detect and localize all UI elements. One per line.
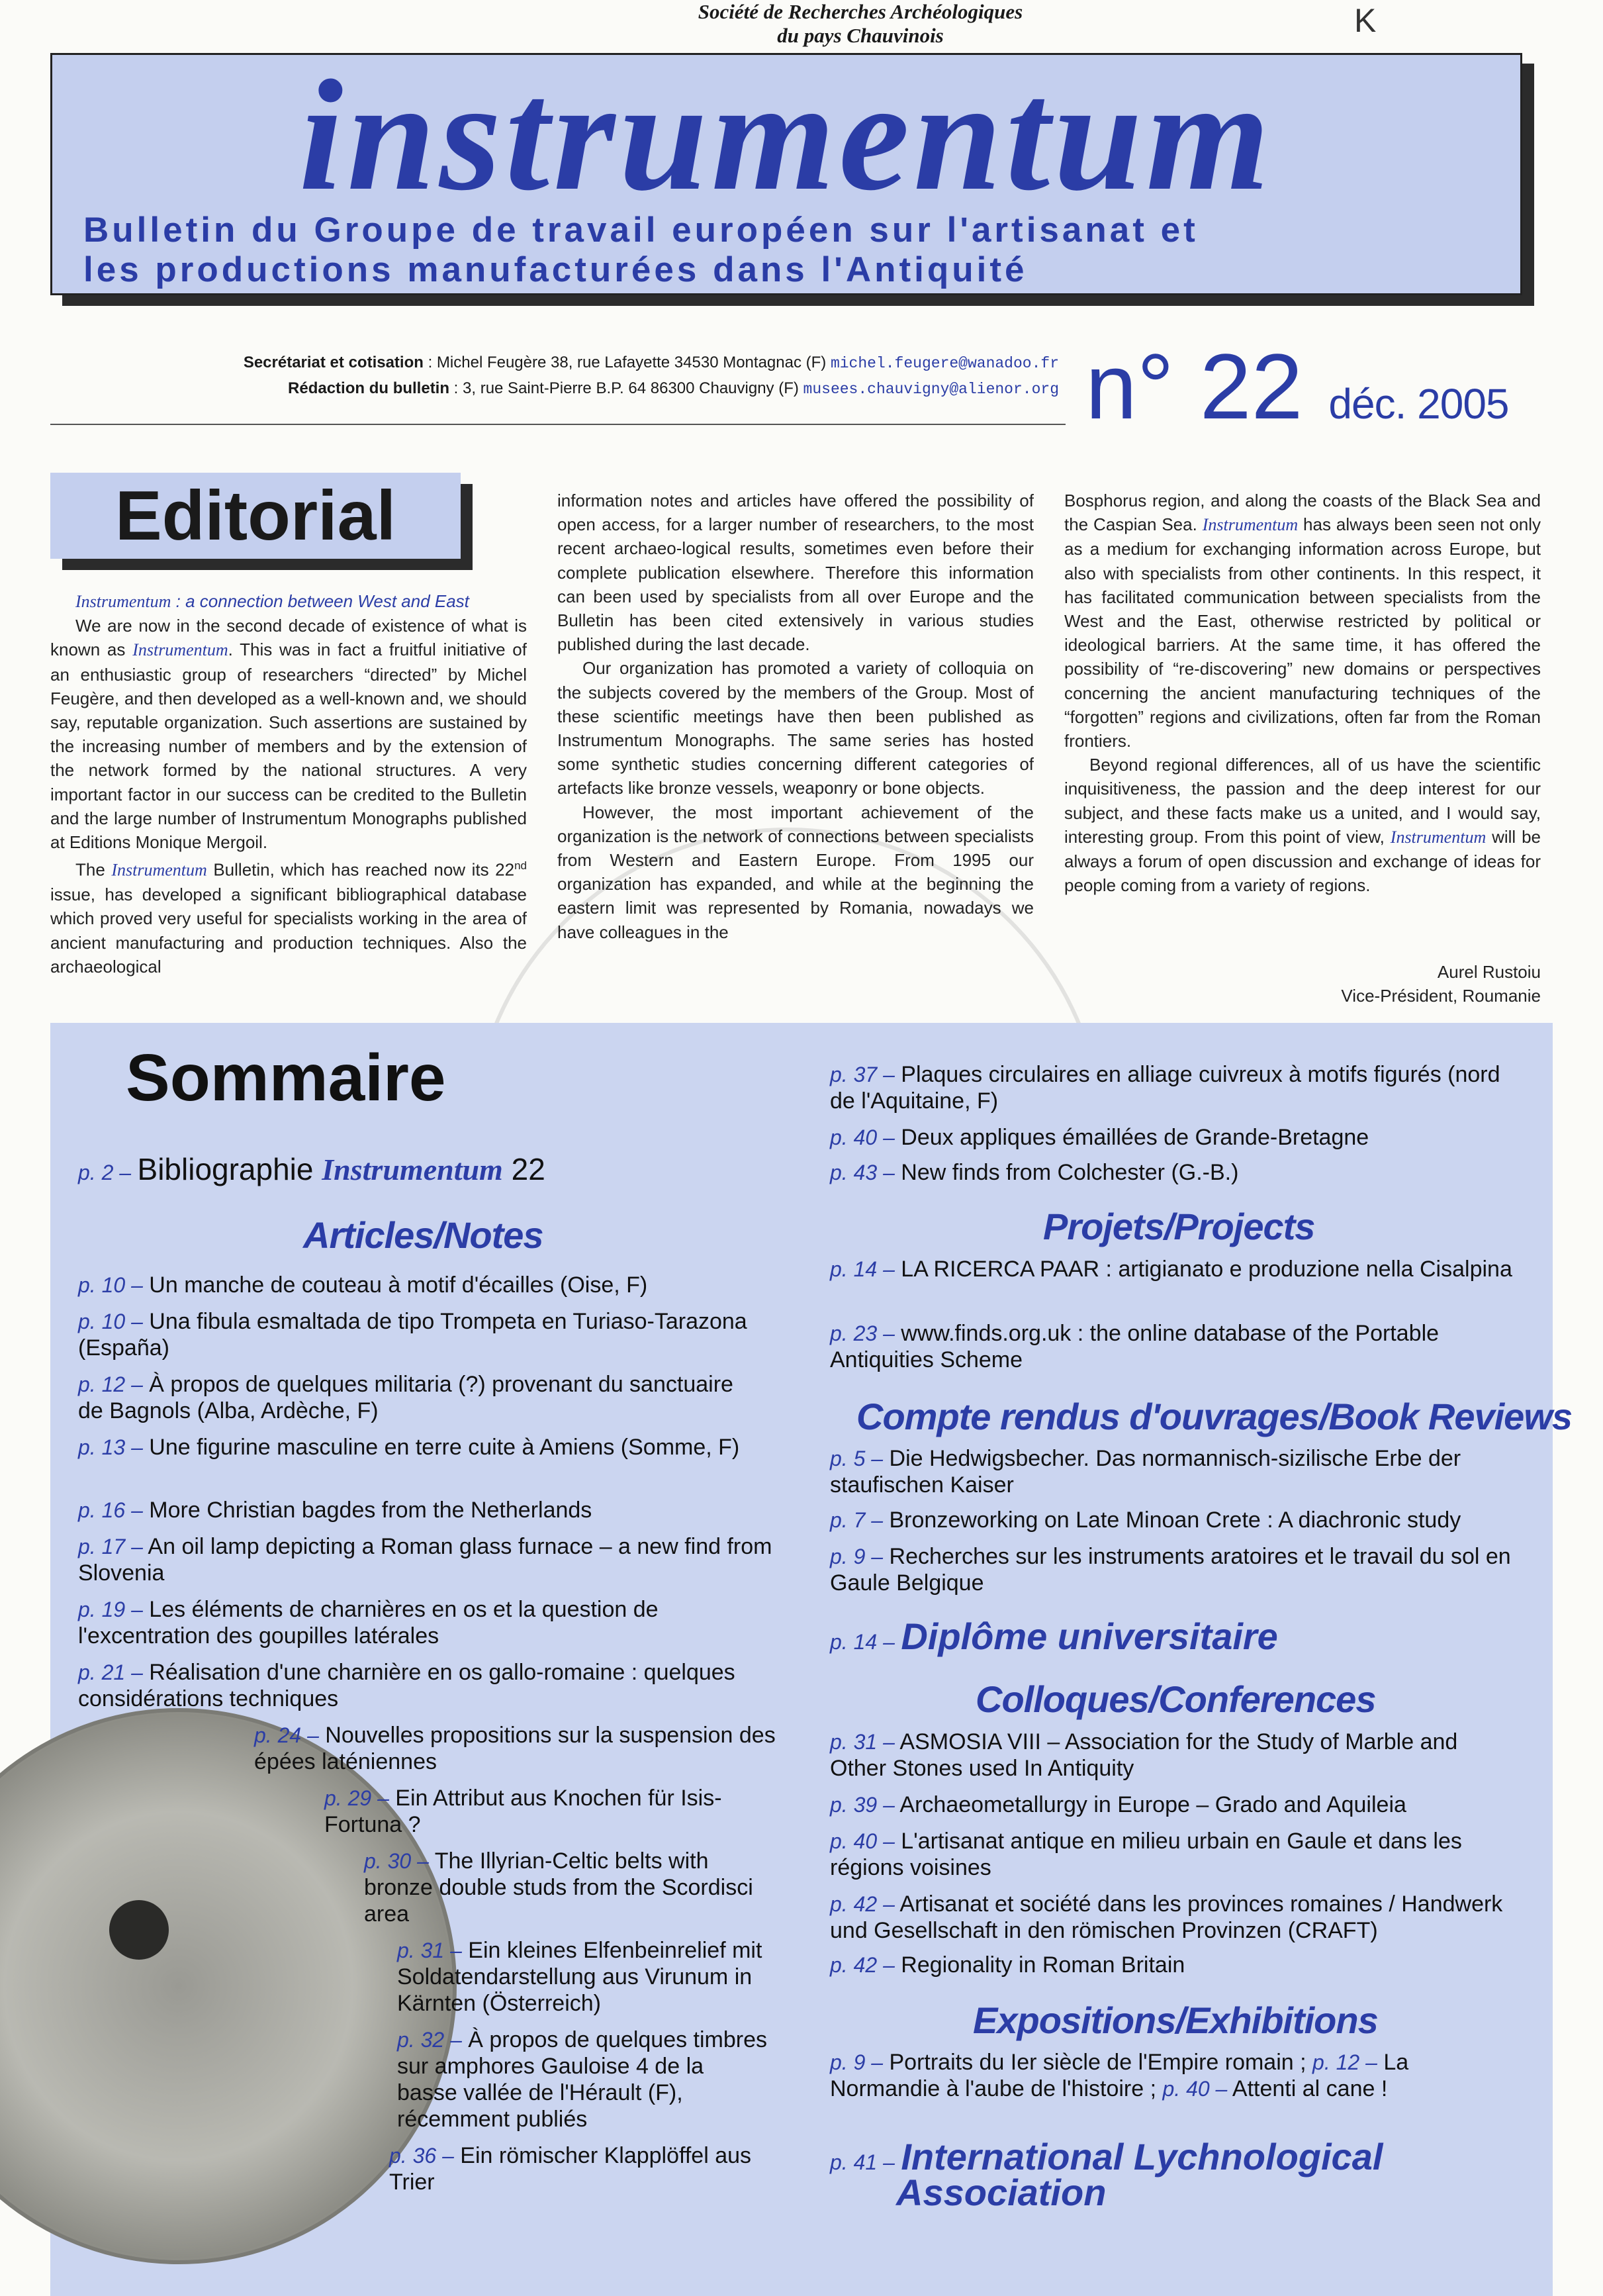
toc-entry[interactable] [78, 1533, 780, 1586]
brand-name: Instrumentum [1390, 827, 1487, 847]
toc-page-ref: p. 21 – [78, 1660, 143, 1684]
redaction-line [66, 376, 1059, 402]
editorial-paragraph [1064, 489, 1541, 753]
toc-entry[interactable] [364, 1848, 774, 1927]
editorial-column-2 [557, 489, 1034, 944]
editorial-title: Editorial [114, 477, 396, 555]
editorial-paragraph: Our organization has promoted a variety of colloquia on the subjects covered by the members of the Group. Most of these scientific meetings have then been published as Instrumentum Monographs. The same series has hosted some synthetic studies concerning different categories of artefacts like bronze vessels, weaponry or bone objects. [557, 658, 1034, 798]
society-line-2: du pays Chauvinois [777, 24, 944, 47]
toc-page-ref: p. 29 – [324, 1786, 389, 1810]
toc-entry-title: Deux appliques émaillées de Grande-Bretagne [894, 1125, 1369, 1150]
toc-entry[interactable] [830, 1320, 1518, 1373]
toc-entry-title: Recherches sur les instruments aratoires et le travail du sol en Gaule Belgique [830, 1544, 1511, 1596]
editorial-lead [50, 589, 527, 614]
editorial-column-1 [50, 589, 527, 979]
text: . This was in fact a fruitful initiative of an enthusiastic group of researchers “directed” by Michel Feugère, and then developed as a well-known and, we should say, reputable organization. Such assertions are sustained by the increasing number of members and by the extension of the network formed by the national structures. A very important factor in our success can be credited to the Bulletin and the large number of Instrumentum Monographs published at Editions Monique Mergoil. [50, 640, 527, 853]
text: We are now in the second decade of existence of what is known as [50, 616, 527, 660]
toc-page-ref: p. 39 – [830, 1793, 895, 1817]
issue-badge [1085, 334, 1509, 450]
toc-entry-title: New finds from Colchester (G.-B.) [894, 1160, 1239, 1185]
toc-entry[interactable] [830, 1445, 1518, 1498]
toc-page-ref: p. 14 – [830, 1630, 895, 1654]
toc-entry-bibliographie[interactable] [78, 1152, 545, 1186]
toc-entry[interactable] [830, 1952, 1518, 1978]
subtitle-line-1: Bulletin du Groupe de travail européen sur l'artisanat et [83, 211, 1199, 250]
toc-page-ref: p. 31 – [397, 1938, 462, 1962]
brand-name: Instrumentum [1202, 515, 1299, 535]
toc-page-ref: p. 10 – [78, 1273, 143, 1297]
toc-page-ref: p. 40 – [1162, 2077, 1228, 2101]
toc-entry-title: Un manche de couteau à motif d'écailles (Oise, F) [142, 1272, 648, 1298]
toc-entry-title: Ein römischer Klapplöffel aus Trier [389, 2143, 752, 2195]
secretariat-label: Secrétariat et cotisation [243, 354, 424, 371]
issue-date: déc. 2005 [1328, 380, 1509, 428]
toc-entry[interactable] [397, 2027, 768, 2132]
toc-page-ref: p. 43 – [830, 1161, 895, 1184]
toc-entry-title: Regionality in Roman Britain [894, 1952, 1185, 1978]
toc-page-ref: p. 24 – [254, 1723, 319, 1747]
text: Bosphorus region, and along the coasts of the Black Sea and the Caspian Sea. [1064, 491, 1541, 535]
toc-entry-exhibitions[interactable] [830, 2049, 1518, 2102]
toc-entry-title: À propos de quelques militaria (?) provenant du sanctuaire de Bagnols (Alba, Ardèche, F) [78, 1372, 733, 1423]
society-name [596, 0, 1125, 48]
masthead-subtitle [83, 211, 1520, 290]
toc-entry[interactable] [389, 2142, 760, 2195]
toc-entry-title: Ein kleines Elfenbeinrelief mit Soldatendarstellung aus Virunum in Kärnten (Österreich) [397, 1938, 762, 2016]
brand-name: Instrumentum [75, 592, 171, 611]
toc-entry-title: Die Hedwigsbecher. Das normannisch-sizilische Erbe der staufischen Kaiser [830, 1446, 1461, 1498]
toc-entry[interactable] [78, 1308, 766, 1361]
toc-page-ref: p. 23 – [830, 1321, 895, 1345]
toc-entry-lychnological[interactable] [830, 2137, 1383, 2177]
secretariat-line [66, 350, 1059, 376]
toc-page-ref: p. 13 – [78, 1435, 143, 1459]
toc-page-ref: p. 12 – [78, 1372, 143, 1396]
text: has always been seen not only as a medium for exchanging information across Europe, but also with specialists from other continents. In this respect, it has facilitated communication between specialists from the West and the East, otherwise restricted by political or ideological barriers. At the same time, it has offered the possibility of “re-discovering” new domains or perspectives concerning the ancient manufacturing techniques of the “forgotten” regions and civilizations, often far from the Roman frontiers. [1064, 514, 1541, 751]
redaction-label: Rédaction du bulletin [288, 379, 450, 397]
toc-entry-number: 22 [502, 1152, 545, 1186]
section-heading-exhibitions: Expositions/Exhibitions [973, 1999, 1378, 2041]
toc-entry-title: Attenti al cane ! [1227, 2076, 1388, 2101]
toc-entry-title: ASMOSIA VIII – Association for the Study of Marble and Other Stones used In Antiquity [830, 1729, 1458, 1781]
sommaire-title: Sommaire [126, 1041, 446, 1115]
signature-name: Aurel Rustoiu [1437, 962, 1541, 982]
toc-entry[interactable] [397, 1937, 768, 2017]
toc-entry[interactable] [830, 1124, 1518, 1151]
toc-entry-title: Bronzeworking on Late Minoan Crete : A diachronic study [883, 1507, 1461, 1533]
redaction-email[interactable]: musees.chauvigny@alienor.org [803, 381, 1059, 398]
toc-entry-diplome[interactable] [830, 1617, 1278, 1656]
text: issue, has developed a significant bibliographical database which proved very useful for specialists working in the area of ancient manufacturing and production techniques. Also the archaeological [50, 885, 527, 977]
editorial-paragraph: information notes and articles have offered the possibility of open access, for a larger number of researchers, to the most recent archaeo-logical results, sometimes even before their complete publication elsewhere. Therefore this information can been used by specialists from all over Europe and the Bulletin has been cited extensively in various studies published during the last decade. [557, 491, 1034, 655]
editorial-paragraph: However, the most important achievement of the organization is the network of connections between specialists from Western and Eastern Europe. From 1995 our organization has expanded, and while at the beginning the eastern limit was represented by Romania, nowadays we have colleagues in the [557, 802, 1034, 942]
toc-entry-title: Nouvelles propositions sur la suspension des épées laténiennes [254, 1723, 776, 1774]
brand-name: Instrumentum [322, 1153, 503, 1186]
text: The [75, 859, 112, 880]
toc-page-ref: p. 9 – [830, 1545, 884, 1568]
secretariat-email[interactable]: michel.feugere@wanadoo.fr [830, 355, 1059, 372]
toc-page-ref: p. 36 – [389, 2144, 454, 2168]
toc-page-ref: p. 14 – [830, 1257, 895, 1281]
toc-page-ref: p. 19 – [78, 1598, 143, 1621]
toc-page-ref: p. 40 – [830, 1829, 895, 1853]
toc-entry-title: Diplôme universitaire [901, 1615, 1278, 1657]
toc-entry[interactable] [830, 1828, 1518, 1881]
toc-page-ref: p. 2 – [78, 1161, 132, 1184]
toc-entry[interactable] [78, 1497, 780, 1523]
toc-entry-title: Archaeometallurgy in Europe – Grado and Aquileia [894, 1792, 1406, 1817]
brand-name: Instrumentum [111, 860, 207, 880]
editorial-lead-text: : a connection between West and East [171, 591, 469, 611]
toc-entry-title: www.finds.org.uk : the online database of the Portable Antiquities Scheme [830, 1321, 1440, 1372]
toc-entry-title: The Illyrian-Celtic belts with bronze double studs from the Scordisci area [364, 1848, 753, 1927]
editorial-signature [1064, 960, 1541, 1008]
toc-entry-title: Plaques circulaires en alliage cuivreux à motifs figurés (nord de l'Aquitaine, F) [830, 1062, 1500, 1114]
toc-page-ref: p. 9 – [830, 2050, 884, 2074]
issue-number: n° 22 [1085, 334, 1303, 438]
toc-entry[interactable] [78, 1659, 740, 1712]
secretariat-address: : Michel Feugère 38, rue Lafayette 34530 Montagnac (F) [423, 354, 831, 371]
redaction-address: : 3, rue Saint-Pierre B.P. 64 86300 Chauvigny (F) [449, 379, 803, 397]
toc-entry-title: International Lychnological [901, 2136, 1383, 2177]
toc-page-ref: p. 37 – [830, 1063, 895, 1086]
masthead-title: instrumentum [298, 47, 1274, 223]
editorial-paragraph [50, 854, 527, 979]
toc-entry[interactable] [254, 1722, 797, 1775]
section-heading-colloques: Colloques/Conferences [976, 1678, 1376, 1720]
toc-entry[interactable] [78, 1272, 780, 1298]
toc-entry-title: Artisanat et société dans les provinces romaines / Handwerk und Gesellschaft in den römischen Provinzen (CRAFT) [830, 1891, 1503, 1943]
toc-entry-lychnological-line2: Association [896, 2172, 1107, 2213]
corner-handwritten-mark: K [1354, 2, 1377, 39]
toc-entry[interactable] [830, 1729, 1518, 1782]
toc-page-ref: p. 10 – [78, 1310, 143, 1333]
toc-entry-title: An oil lamp depicting a Roman glass furnace – a new find from Slovenia [78, 1534, 772, 1586]
toc-entry[interactable] [830, 1159, 1518, 1186]
society-line-1: Société de Recherches Archéologiques [698, 0, 1023, 23]
toc-entry-title: More Christian bagdes from the Netherlands [142, 1498, 592, 1523]
toc-entry-title: LA RICERCA PAAR : artigianato e produzione nella Cisalpina [894, 1257, 1512, 1282]
toc-entry-title: À propos de quelques timbres sur amphores Gauloise 4 de la basse vallée de l'Hérault (F), récemment publiés [397, 2027, 768, 2132]
editorial-paragraph [50, 614, 527, 854]
toc-entry[interactable] [830, 1891, 1518, 1944]
header-divider [50, 424, 1066, 425]
toc-page-ref: p. 16 – [78, 1498, 143, 1522]
toc-entry[interactable] [78, 1434, 766, 1460]
toc-page-ref: p. 5 – [830, 1447, 884, 1470]
text: Bulletin, which has reached now its 22 [206, 859, 515, 880]
section-heading-reviews: Compte rendus d'ouvrages/Book Reviews [856, 1396, 1573, 1437]
toc-page-ref: p. 30 – [364, 1849, 429, 1873]
section-heading-projects: Projets/Projects [1043, 1206, 1315, 1247]
toc-page-ref: p. 12 – [1312, 2050, 1377, 2074]
ordinal-suffix: nd [514, 859, 527, 873]
editorial-column-3 [1064, 489, 1541, 897]
toc-page-ref: p. 41 – [830, 2150, 895, 2174]
toc-entry-title: Les éléments de charnières en os et la question de l'excentration des goupilles latérales [78, 1597, 659, 1649]
toc-page-ref: p. 42 – [830, 1892, 895, 1916]
text: will be always a forum of open discussion and exchange of ideas for people coming from a variety of regions. [1064, 826, 1541, 896]
toc-entry-title: Réalisation d'une charnière en os gallo-romaine : quelques considérations techniques [78, 1660, 735, 1711]
subtitle-line-2: les productions manufacturées dans l'Antiquité [83, 250, 1028, 289]
toc-entry[interactable] [78, 1371, 740, 1424]
toc-page-ref: p. 32 – [397, 2028, 462, 2052]
toc-entry[interactable] [830, 1256, 1518, 1282]
toc-entry-title: Bibliographie [137, 1152, 322, 1186]
section-heading-articles: Articles/Notes [303, 1214, 543, 1256]
brand-name: Instrumentum [132, 640, 228, 660]
toc-entry-title: Une figurine masculine en terre cuite à Amiens (Somme, F) [142, 1435, 740, 1460]
toc-page-ref: p. 17 – [78, 1535, 143, 1558]
toc-page-ref: p. 42 – [830, 1953, 895, 1977]
text: Beyond regional differences, all of us have the scientific inquisitiveness, the passion and the deep interest for our subject, and these facts make us a united, and I would say, interesting group. From this point of view, [1064, 755, 1541, 847]
disc-hole [109, 1900, 169, 1960]
toc-page-ref: p. 7 – [830, 1508, 884, 1532]
contact-block [66, 350, 1059, 402]
toc-entry[interactable] [830, 1507, 1518, 1533]
toc-entry[interactable] [830, 1792, 1518, 1818]
toc-entry-title: Portraits du Ier siècle de l'Empire romain ; [883, 2050, 1313, 2075]
toc-entry[interactable] [78, 1596, 780, 1649]
toc-entry[interactable] [324, 1785, 761, 1838]
toc-entry-title: La Normandie à l'aube de l'histoire ; [830, 2050, 1409, 2101]
toc-entry[interactable] [830, 1543, 1518, 1596]
toc-entry-title: L'artisanat antique en milieu urbain en Gaule et dans les régions voisines [830, 1829, 1462, 1880]
toc-page-ref: p. 40 – [830, 1125, 895, 1149]
toc-entry-title: Ein Attribut aus Knochen für Isis-Fortuna ? [324, 1786, 722, 1837]
toc-entry-title: Una fibula esmaltada de tipo Trompeta en Turiaso-Tarazona (España) [78, 1309, 747, 1361]
signature-role: Vice-Président, Roumanie [1341, 986, 1541, 1006]
editorial-paragraph [1064, 753, 1541, 897]
toc-entry[interactable] [830, 1061, 1518, 1114]
toc-page-ref: p. 31 – [830, 1730, 895, 1754]
